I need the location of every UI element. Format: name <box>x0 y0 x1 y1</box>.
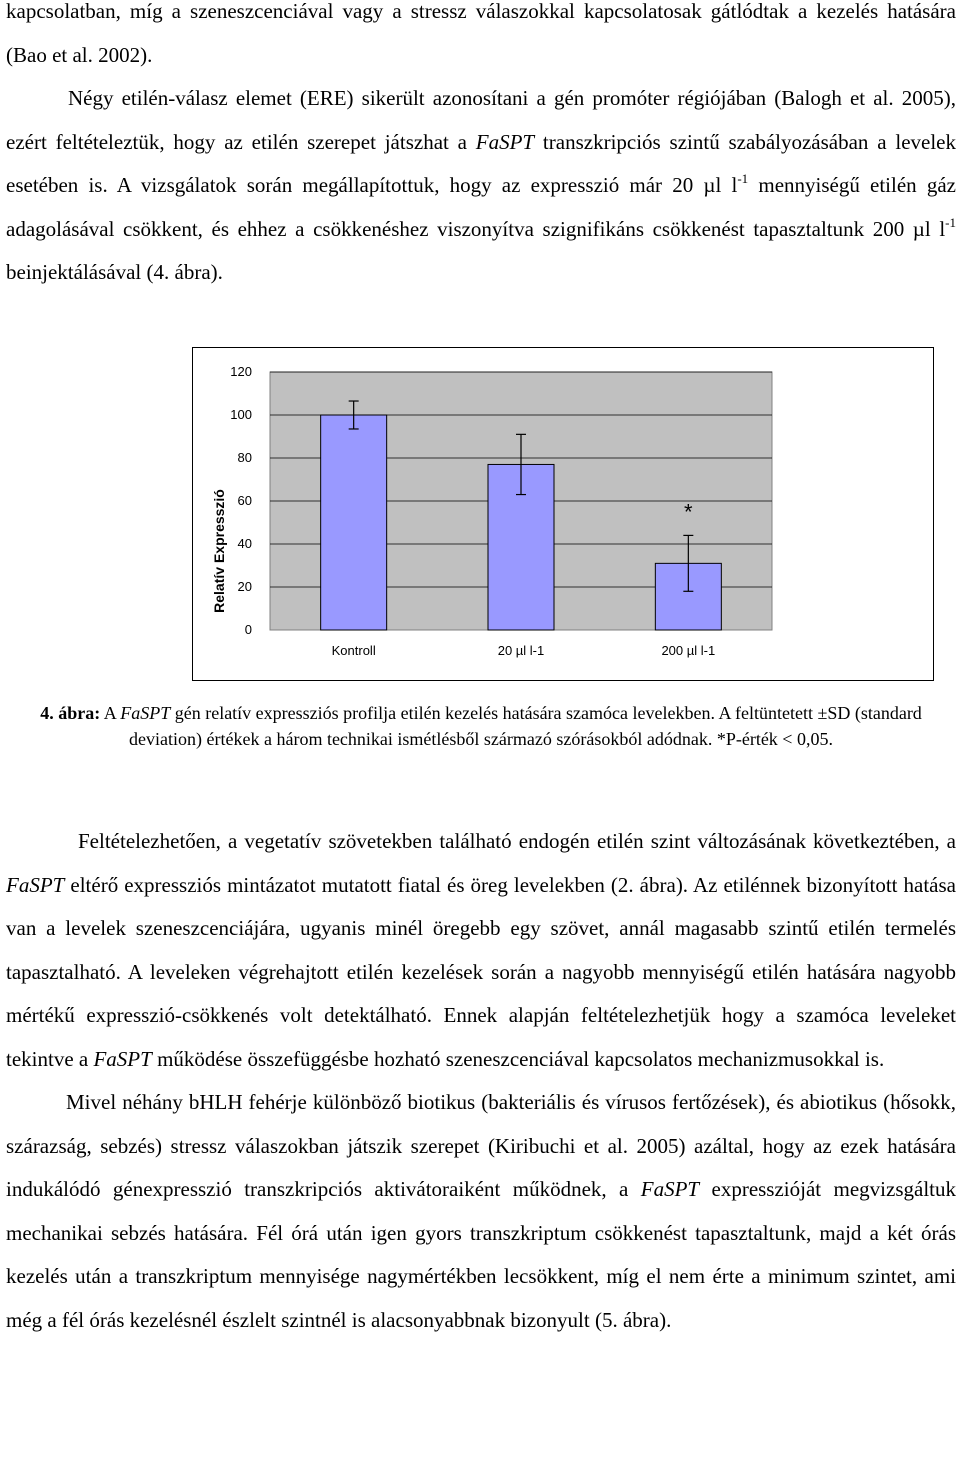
paragraph-bhlh: Mivel néhány bHLH fehérje különböző biotikus (bakteriális és vírusos fertőzések), és abiotikus (hősokk, szárazság, sebzés) stressz válaszokban játszik szerepet (Kiribuchi et al. 2005) azáltal, hogy az ezek hatására indukálódó génexpresszió transzkripciós aktivátoraiként működnek, a FaSPT expresszióját megvizsgáltuk mechanikai sebzés hatására. Fél órá után igen gyors transzkriptum csökkenést tapasztaltunk, majd a két órás kezelés után a transzkriptum mennyisége nagymértékben lecsökkent, míg el nem érte a minimum szintet, ami még a fél órás kezelésnél észlelt szintnél is alacsonyabbnak bizonyult (5. ábra). <box>6 1090 956 1332</box>
bar <box>321 415 387 630</box>
top-text <box>6 0 956 295</box>
significance-marker: * <box>684 499 693 525</box>
x-tick-label: 20 µl l-1 <box>497 643 545 658</box>
y-tick-label: 0 <box>244 622 252 637</box>
y-tick-label: 20 <box>237 579 252 594</box>
x-tick-label: Kontroll <box>331 643 376 658</box>
paragraph-continuation: kapcsolatban, míg a szeneszcenciával vagy a stressz válaszokkal kapcsolatosak gátlódtak a kezelés hatására (Bao et al. 2002). <box>6 0 956 67</box>
y-tick-label: 80 <box>237 450 252 465</box>
y-tick-label: 60 <box>237 493 252 508</box>
figure-caption: 4. ábra: A FaSPT gén relatív expressziós profilja etilén kezelés hatására szamóca levelekben. A feltüntetett ±SD (standard deviation) értékek a három technikai ismétlésből származó szórásokból adódnak. *P-érték < 0,05. <box>40 703 922 749</box>
gene-name: FaSPT <box>475 129 535 154</box>
caption-gene: FaSPT <box>120 703 171 723</box>
y-tick-label: 120 <box>230 364 252 379</box>
caption-label: 4. ábra: <box>40 703 101 723</box>
y-tick-label: 100 <box>230 407 252 422</box>
y-axis-label: Relatív Expresszió <box>211 489 227 613</box>
paragraph-ethylene: Feltételezhetően, a vegetatív szövetekben található endogén etilén szint változásának következtében, a FaSPT eltérő expressziós mintázatot mutatott fiatal és öreg levelekben (2. ábra). Az etilénnek bizonyított hatása van a levelek szeneszcenciájára, ugyanis minél öregebb egy szövet, annál magasabb szintű etilén termelés tapasztalható. A leveleken végrehajtott etilén kezelések során a nagyobb mennyiségű etilén hatására nagyobb mértékű expresszió-csökkenés volt detektálható. Ennek alapján feltételezhetjük hogy a szamóca leveleket tekintve a FaSPT működése összefüggésbe hozható szeneszcenciával kapcsolatos mechanizmusokkal is. <box>6 829 956 1071</box>
bottom-text <box>6 820 956 1342</box>
x-tick-label: 200 µl l-1 <box>661 643 716 658</box>
paragraph-ere: Négy etilén-válasz elemet (ERE) sikerült azonosítani a gén promóter régiójában (Balogh et al. 2005), ezért feltételeztük, hogy az etilén szerepet játszhat a FaSPT transzkripciós szintű szabályozásában a levelek esetében is. A vizsgálatok során megállapítottuk, hogy az expresszió már 20 µl $l^{-1}$ mennyiségű etilén gáz adagolásával csökkent, és ehhez a csökkenéshez viszonyítva szignifikáns csökkenést tapasztaltunk 200 µl $l^{-1}$ beinjektálásával (4. ábra). <box>6 86 956 284</box>
bar-chart-figure <box>192 347 934 681</box>
plot-area <box>211 364 772 658</box>
y-tick-label: 40 <box>237 536 252 551</box>
